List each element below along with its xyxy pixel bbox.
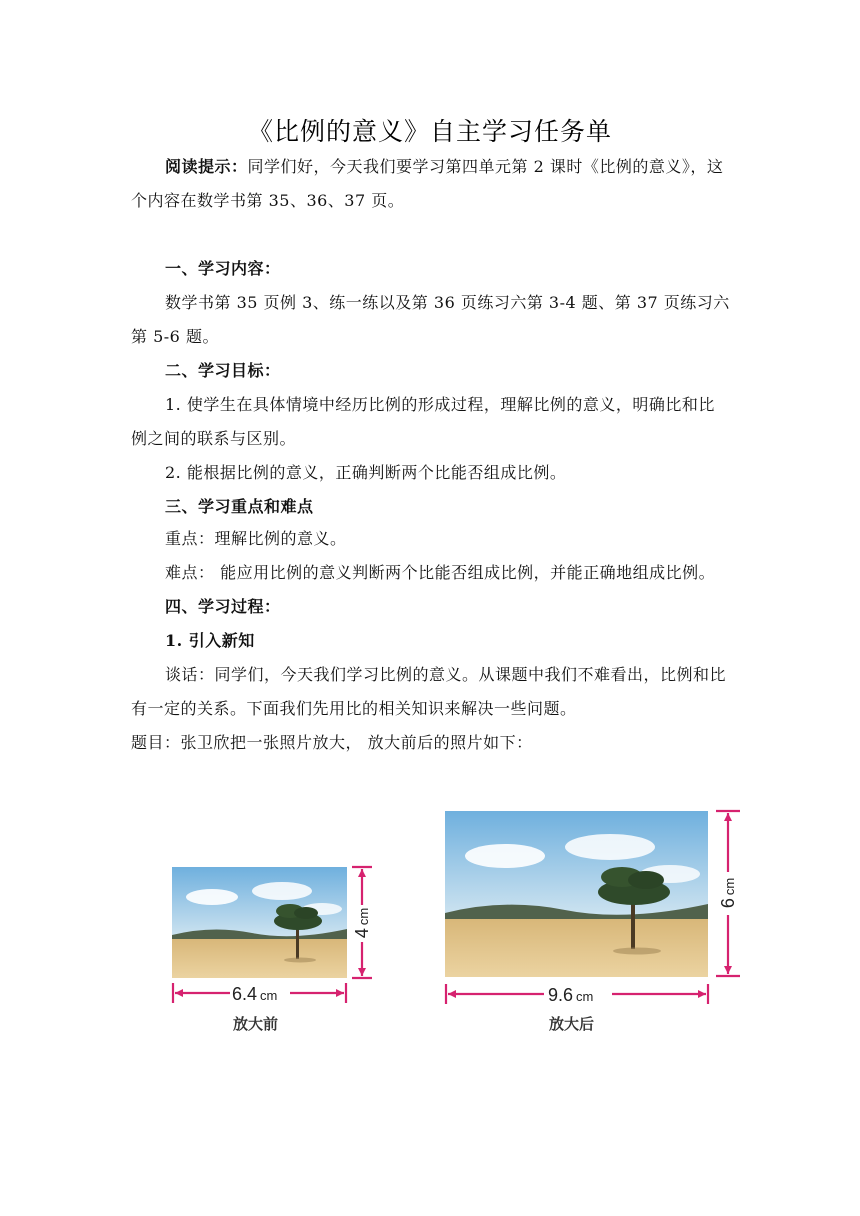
reading-tip-label: 阅读提示： [165, 157, 248, 176]
before-dimensions [173, 867, 372, 1003]
after-dimensions [446, 811, 740, 1004]
caption-before: 放大前 [233, 1015, 279, 1033]
section3-heading: 三、学习重点和难点 [165, 497, 314, 516]
section2-heading: 二、学习目标： [165, 361, 281, 380]
before-height-label: 4cm [352, 907, 372, 939]
goal-item-2: 2. 能根据比例的意义，正确判断两个比能否组成比例。 [165, 463, 567, 482]
page-title: 《比例的意义》自主学习任务单 [247, 117, 612, 146]
difficult-point: 难点： 能应用比例的意义判断两个比能否组成比例，并能正确地组成比例。 [165, 563, 716, 582]
section4-heading: 四、学习过程： [165, 597, 281, 616]
reading-tip-text: 同学们好，今天我们要学习第四单元第 2 课时《比例的意义》，这个内容在数学书第 35、36、37 页。 [131, 157, 724, 210]
after-height-label: 6cm [718, 877, 738, 909]
before-width-label: 6.4 cm [232, 984, 278, 1004]
section1-text: 数学书第 35 页例 3、练一练以及第 36 页练习六第 3-4 题、第 37 页练习六第 5-6 题。 [131, 293, 730, 346]
talk-paragraph: 谈话：同学们，今天我们学习比例的意义。从课题中我们不难看出，比例和比有一定的关系。下面我们先用比的相关知识来解决一些问题。 [131, 665, 727, 718]
key-point: 重点：理解比例的意义。 [165, 529, 347, 548]
goal-item-1: 1. 使学生在具体情境中经历比例的形成过程，理解比例的意义，明确比和比例之间的联系与区别。 [131, 395, 715, 448]
section1-heading: 一、学习内容： [165, 259, 281, 278]
subsection-intro: 1. 引入新知 [165, 631, 255, 650]
after-width-label: 9.6 cm [548, 985, 594, 1005]
caption-after: 放大后 [549, 1015, 595, 1033]
question-text: 题目：张卫欣把一张照片放大， 放大前后的照片如下： [131, 733, 533, 752]
